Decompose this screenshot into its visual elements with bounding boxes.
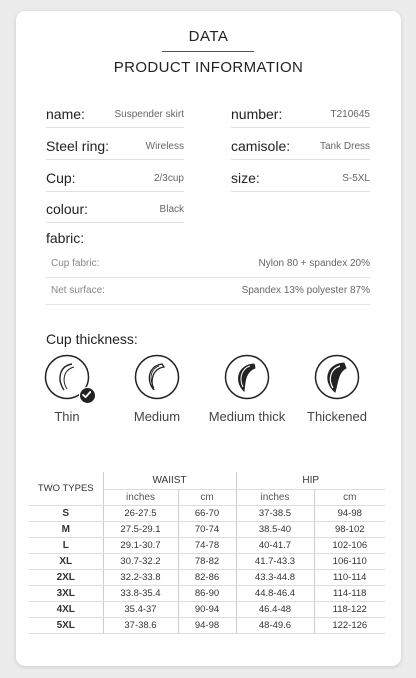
- table-cell: 86-90: [178, 586, 236, 602]
- field-label: camisole:: [231, 138, 291, 154]
- table-cell: 32.2-33.8: [103, 570, 178, 586]
- field-steel-ring: [46, 130, 184, 160]
- field-value: Black: [159, 204, 184, 215]
- fabric-value: Nylon 80 + spandex 20%: [258, 258, 370, 269]
- field-underline: [231, 127, 370, 128]
- field-name: [46, 98, 184, 128]
- table-unit-cell: cm: [314, 490, 385, 506]
- table-cell: 110-114: [314, 570, 385, 586]
- field-label: size:: [231, 170, 260, 186]
- table-size-cell: XL: [29, 554, 103, 570]
- cup-option-name: Medium thick: [208, 409, 286, 424]
- table-cell: 90-94: [178, 602, 236, 618]
- medium-cup-icon: [134, 354, 180, 400]
- fabric-key: Net surface:: [51, 285, 105, 296]
- table-row: [29, 618, 385, 634]
- field-underline: [46, 127, 184, 128]
- table-unit-cell: inches: [103, 490, 178, 506]
- cup-option-name: Medium: [133, 409, 181, 424]
- field-underline: [46, 159, 184, 160]
- table-cell: 26-27.5: [103, 506, 178, 522]
- field-value: 2/3cup: [153, 173, 184, 184]
- table-cell: 94-98: [314, 506, 385, 522]
- cup-option-name: Thickened: [307, 409, 367, 424]
- table-size-cell: 4XL: [29, 602, 103, 618]
- field-colour: [46, 193, 184, 223]
- field-label: Steel ring:: [46, 138, 110, 154]
- table-unit-cell: inches: [236, 490, 314, 506]
- table-cell: 70-74: [178, 522, 236, 538]
- title-divider: [162, 51, 254, 52]
- table-cell: 29.1-30.7: [103, 538, 178, 554]
- field-value: Tank Dress: [319, 141, 370, 152]
- section-subtitle: PRODUCT INFORMATION: [113, 59, 304, 76]
- table-row: [29, 554, 385, 570]
- selected-check-icon: [79, 387, 96, 404]
- table-cell: 98-102: [314, 522, 385, 538]
- table-size-cell: L: [29, 538, 103, 554]
- fabric-value: Spandex 13% polyester 87%: [241, 285, 370, 296]
- field-value: Wireless: [145, 141, 184, 152]
- field-size: [231, 162, 370, 192]
- table-size-cell: 5XL: [29, 618, 103, 634]
- table-cell: 82-86: [178, 570, 236, 586]
- table-row: [29, 586, 385, 602]
- table-cell: 94-98: [178, 618, 236, 634]
- table-cell: 118-122: [314, 602, 385, 618]
- table-group-hip: HIP: [236, 472, 385, 490]
- field-value: S-5XL: [342, 173, 370, 184]
- field-label: name:: [46, 106, 85, 122]
- product-info-card: [16, 11, 401, 666]
- field-label: number:: [231, 106, 283, 122]
- table-cell: 40-41.7: [236, 538, 314, 554]
- fabric-row-cup: [46, 253, 370, 278]
- fabric-row-net: [46, 280, 370, 305]
- field-cup: [46, 162, 184, 192]
- table-cell: 48-49.6: [236, 618, 314, 634]
- field-underline: [231, 191, 370, 192]
- table-cell: 114-118: [314, 586, 385, 602]
- table-row: [29, 538, 385, 554]
- medium-thick-cup-icon: [224, 354, 270, 400]
- field-underline: [46, 191, 184, 192]
- table-size-cell: 3XL: [29, 586, 103, 602]
- field-label: Cup:: [46, 170, 76, 186]
- table-cell: 46.4-48: [236, 602, 314, 618]
- table-row: [29, 570, 385, 586]
- table-cell: 102-106: [314, 538, 385, 554]
- field-underline: [231, 159, 370, 160]
- table-row: [29, 602, 385, 618]
- cup-option-name: Thin: [54, 409, 80, 424]
- table-cell: 35.4-37: [103, 602, 178, 618]
- table-cell: 30.7-32.2: [103, 554, 178, 570]
- table-corner-cell: TWO TYPES: [29, 472, 103, 506]
- table-cell: 38.5-40: [236, 522, 314, 538]
- table-size-cell: 2XL: [29, 570, 103, 586]
- fabric-label: fabric:: [46, 230, 85, 246]
- table-cell: 74-78: [178, 538, 236, 554]
- table-cell: 37-38.5: [236, 506, 314, 522]
- table-cell: 27.5-29.1: [103, 522, 178, 538]
- table-cell: 33.8-35.4: [103, 586, 178, 602]
- table-row: [29, 522, 385, 538]
- field-label: colour:: [46, 201, 89, 217]
- table-cell: 106-110: [314, 554, 385, 570]
- field-underline: [46, 222, 184, 223]
- thickened-cup-icon: [314, 354, 360, 400]
- field-camisole: [231, 130, 370, 160]
- table-cell: 37-38.6: [103, 618, 178, 634]
- table-row: [29, 506, 385, 522]
- table-header-row: [29, 472, 385, 490]
- table-size-cell: S: [29, 506, 103, 522]
- table-cell: 66-70: [178, 506, 236, 522]
- fabric-key: Cup fabric:: [51, 258, 100, 269]
- field-number: [231, 98, 370, 128]
- table-group-waist: WAIIST: [103, 472, 236, 490]
- table-cell: 41.7-43.3: [236, 554, 314, 570]
- field-value: T210645: [330, 109, 370, 120]
- table-unit-cell: cm: [178, 490, 236, 506]
- table-cell: 43.3-44.8: [236, 570, 314, 586]
- table-cell: 78-82: [178, 554, 236, 570]
- size-table: [29, 472, 385, 634]
- table-cell: 122-126: [314, 618, 385, 634]
- cup-thickness-label: Cup thickness:: [46, 331, 138, 347]
- table-cell: 44.8-46.4: [236, 586, 314, 602]
- table-size-cell: M: [29, 522, 103, 538]
- field-value: Suspender skirt: [114, 109, 184, 120]
- section-title: DATA: [188, 28, 229, 45]
